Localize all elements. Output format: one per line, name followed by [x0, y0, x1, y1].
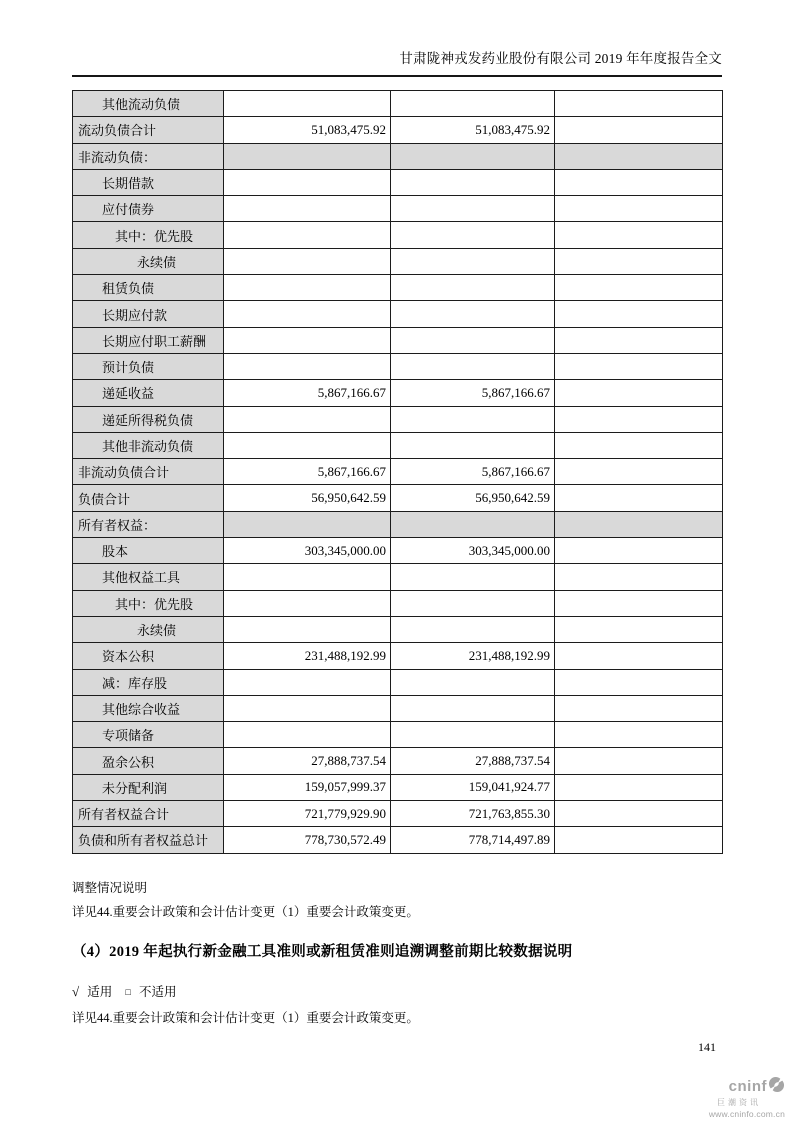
- value-cell-col1: [224, 353, 391, 379]
- table-row: [73, 748, 723, 774]
- value-cell-col2: [391, 248, 555, 274]
- row-label-cell: 预计负债: [73, 353, 224, 379]
- value-cell-col2: [391, 327, 555, 353]
- row-label-cell: 盈余公积: [73, 748, 224, 774]
- value-cell-col2: [391, 669, 555, 695]
- table-row: [73, 774, 723, 800]
- report-title: 甘肃陇神戎发药业股份有限公司 2019 年年度报告全文: [399, 51, 722, 66]
- value-cell-col2: 231,488,192.99: [391, 643, 555, 669]
- table-row: [73, 406, 723, 432]
- row-label-cell: 未分配利润: [73, 774, 224, 800]
- table-row: [73, 564, 723, 590]
- value-cell-col3: [555, 196, 723, 222]
- row-label-cell: 递延所得税负债: [73, 406, 224, 432]
- row-label-cell: 长期应付款: [73, 301, 224, 327]
- balance-sheet-body: [73, 91, 723, 854]
- table-row: [73, 117, 723, 143]
- section-heading: （4）2019 年起执行新金融工具准则或新租赁准则追溯调整前期比较数据说明: [72, 944, 573, 960]
- value-cell-col2: [391, 590, 555, 616]
- table-row: [73, 143, 723, 169]
- value-cell-col3: [555, 327, 723, 353]
- table-row: [73, 327, 723, 353]
- value-cell-col2: 51,083,475.92: [391, 117, 555, 143]
- value-cell-col2: [391, 616, 555, 642]
- table-row: [73, 485, 723, 511]
- row-label-cell: 资本公积: [73, 643, 224, 669]
- row-label-cell: 专项储备: [73, 722, 224, 748]
- table-row: [73, 248, 723, 274]
- value-cell-col3: [555, 590, 723, 616]
- table-row: [73, 222, 723, 248]
- value-cell-col1: [224, 91, 391, 117]
- value-cell-col2: 778,714,497.89: [391, 827, 555, 853]
- row-label-cell: 负债合计: [73, 485, 224, 511]
- table-row: [73, 669, 723, 695]
- value-cell-col1: [224, 222, 391, 248]
- table-row: [73, 827, 723, 853]
- applicable-check-icon: √: [72, 984, 80, 999]
- not-applicable-checkbox-icon: □: [125, 986, 131, 997]
- adjustment-note-title: 调整情况说明: [72, 881, 148, 895]
- not-applicable-label: 不适用: [138, 985, 177, 999]
- row-label-cell: 其中：优先股: [73, 590, 224, 616]
- table-row: [73, 538, 723, 564]
- table-row: [73, 275, 723, 301]
- value-cell-col2: 303,345,000.00: [391, 538, 555, 564]
- value-cell-col2: [391, 406, 555, 432]
- row-label-cell: 负债和所有者权益总计: [73, 827, 224, 853]
- row-label-cell: 股本: [73, 538, 224, 564]
- cninfo-brand-text: cninf: [728, 1078, 767, 1095]
- value-cell-col1: 5,867,166.67: [224, 380, 391, 406]
- value-cell-col2: [391, 169, 555, 195]
- row-label-cell: 非流动负债合计: [73, 459, 224, 485]
- value-cell-col3: [555, 169, 723, 195]
- row-label-cell: 所有者权益合计: [73, 801, 224, 827]
- row-label-cell: 其他流动负债: [73, 91, 224, 117]
- applicability-line: [72, 982, 176, 1000]
- row-label-cell: 长期应付职工薪酬: [73, 327, 224, 353]
- value-cell-col3: [555, 511, 723, 537]
- table-row: [73, 590, 723, 616]
- row-label-cell: 应付债券: [73, 196, 224, 222]
- value-cell-col1: 231,488,192.99: [224, 643, 391, 669]
- row-label-cell: 非流动负债：: [73, 143, 224, 169]
- value-cell-col1: 159,057,999.37: [224, 774, 391, 800]
- value-cell-col2: [391, 432, 555, 458]
- table-row: [73, 722, 723, 748]
- row-label-cell: 其中：优先股: [73, 222, 224, 248]
- value-cell-col2: [391, 695, 555, 721]
- value-cell-col1: [224, 169, 391, 195]
- row-label-cell: 租赁负债: [73, 275, 224, 301]
- value-cell-col2: [391, 564, 555, 590]
- adjustment-note-detail: 详见44.重要会计政策和会计估计变更（1）重要会计政策变更。: [72, 905, 419, 919]
- value-cell-col3: [555, 669, 723, 695]
- value-cell-col2: 721,763,855.30: [391, 801, 555, 827]
- value-cell-col1: [224, 669, 391, 695]
- row-label-cell: 流动负债合计: [73, 117, 224, 143]
- value-cell-col1: [224, 406, 391, 432]
- value-cell-col3: [555, 827, 723, 853]
- row-label-cell: 减：库存股: [73, 669, 224, 695]
- value-cell-col2: 27,888,737.54: [391, 748, 555, 774]
- reference-note: 详见44.重要会计政策和会计估计变更（1）重要会计政策变更。: [72, 1011, 419, 1025]
- value-cell-col1: 51,083,475.92: [224, 117, 391, 143]
- value-cell-col1: [224, 564, 391, 590]
- value-cell-col2: [391, 196, 555, 222]
- value-cell-col3: [555, 564, 723, 590]
- cninfo-logo-row: [707, 1076, 785, 1097]
- value-cell-col1: 5,867,166.67: [224, 459, 391, 485]
- value-cell-col2: [391, 143, 555, 169]
- value-cell-col1: [224, 248, 391, 274]
- value-cell-col1: 303,345,000.00: [224, 538, 391, 564]
- table-row: [73, 643, 723, 669]
- value-cell-col1: [224, 301, 391, 327]
- value-cell-col3: [555, 722, 723, 748]
- value-cell-col1: 721,779,929.90: [224, 801, 391, 827]
- value-cell-col3: [555, 380, 723, 406]
- applicable-label: 适用: [87, 985, 113, 999]
- value-cell-col2: [391, 275, 555, 301]
- cninfo-chinese-text: 巨潮资讯: [717, 1098, 761, 1107]
- page-header: [72, 47, 722, 77]
- table-row: [73, 459, 723, 485]
- value-cell-col1: [224, 196, 391, 222]
- value-cell-col3: [555, 695, 723, 721]
- table-row: [73, 380, 723, 406]
- value-cell-col3: [555, 91, 723, 117]
- value-cell-col3: [555, 222, 723, 248]
- value-cell-col3: [555, 459, 723, 485]
- value-cell-col3: [555, 538, 723, 564]
- value-cell-col1: [224, 432, 391, 458]
- value-cell-col1: [224, 327, 391, 353]
- value-cell-col3: [555, 117, 723, 143]
- value-cell-col2: 159,041,924.77: [391, 774, 555, 800]
- value-cell-col3: [555, 432, 723, 458]
- value-cell-col3: [555, 275, 723, 301]
- value-cell-col3: [555, 143, 723, 169]
- row-label-cell: 永续债: [73, 248, 224, 274]
- value-cell-col3: [555, 801, 723, 827]
- balance-sheet-table: [72, 90, 723, 854]
- value-cell-col2: 5,867,166.67: [391, 459, 555, 485]
- value-cell-col3: [555, 301, 723, 327]
- value-cell-col2: 5,867,166.67: [391, 380, 555, 406]
- value-cell-col3: [555, 485, 723, 511]
- cninfo-logo: [707, 1076, 785, 1119]
- row-label-cell: 所有者权益：: [73, 511, 224, 537]
- value-cell-col3: [555, 406, 723, 432]
- value-cell-col3: [555, 616, 723, 642]
- value-cell-col2: 56,950,642.59: [391, 485, 555, 511]
- value-cell-col3: [555, 748, 723, 774]
- table-row: [73, 511, 723, 537]
- value-cell-col2: [391, 301, 555, 327]
- value-cell-col1: 27,888,737.54: [224, 748, 391, 774]
- value-cell-col1: 778,730,572.49: [224, 827, 391, 853]
- cninfo-url-text: www.cninfo.com.cn: [708, 1109, 785, 1119]
- row-label-cell: 长期借款: [73, 169, 224, 195]
- row-label-cell: 其他权益工具: [73, 564, 224, 590]
- value-cell-col1: [224, 143, 391, 169]
- value-cell-col2: [391, 511, 555, 537]
- value-cell-col1: [224, 616, 391, 642]
- value-cell-col3: [555, 643, 723, 669]
- table-row: [73, 432, 723, 458]
- table-row: [73, 196, 723, 222]
- value-cell-col2: [391, 222, 555, 248]
- table-row: [73, 301, 723, 327]
- row-label-cell: 永续债: [73, 616, 224, 642]
- row-label-cell: 其他综合收益: [73, 695, 224, 721]
- cninfo-swirl-icon: [768, 1076, 785, 1097]
- value-cell-col3: [555, 774, 723, 800]
- value-cell-col2: [391, 91, 555, 117]
- table-row: [73, 616, 723, 642]
- value-cell-col2: [391, 722, 555, 748]
- page-number: 141: [698, 1040, 716, 1054]
- value-cell-col1: [224, 590, 391, 616]
- value-cell-col3: [555, 248, 723, 274]
- table-row: [73, 91, 723, 117]
- row-label-cell: 其他非流动负债: [73, 432, 224, 458]
- value-cell-col1: [224, 695, 391, 721]
- row-label-cell: 递延收益: [73, 380, 224, 406]
- table-row: [73, 169, 723, 195]
- value-cell-col3: [555, 353, 723, 379]
- table-row: [73, 695, 723, 721]
- table-row: [73, 801, 723, 827]
- value-cell-col1: [224, 275, 391, 301]
- value-cell-col2: [391, 353, 555, 379]
- value-cell-col1: [224, 722, 391, 748]
- value-cell-col1: [224, 511, 391, 537]
- value-cell-col1: 56,950,642.59: [224, 485, 391, 511]
- table-row: [73, 353, 723, 379]
